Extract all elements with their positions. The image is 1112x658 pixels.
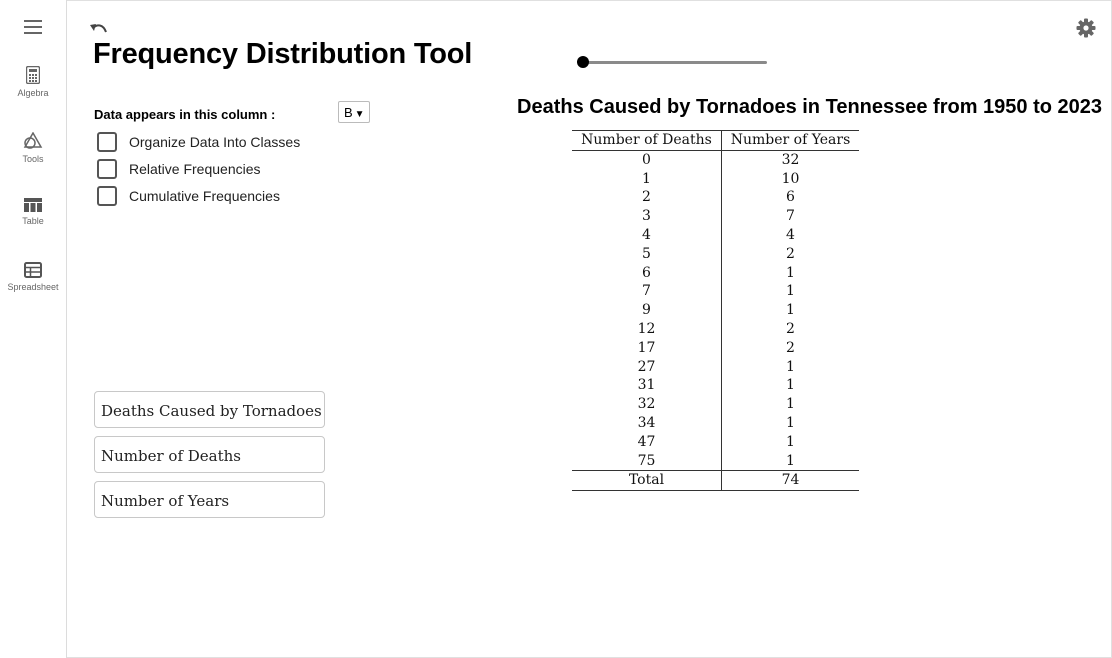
- table-row: [572, 264, 859, 283]
- years-cell: 1: [722, 395, 860, 414]
- years-cell: 1: [722, 358, 860, 377]
- years-cell: 2: [722, 339, 860, 358]
- graph-title: Deaths Caused by Tornadoes in Tennessee from 1950 to 2023: [517, 96, 1103, 118]
- table-row: [572, 452, 859, 471]
- table-icon: [24, 198, 42, 212]
- column-label: Data appears in this column :: [94, 107, 276, 122]
- deaths-cell: 12: [637, 320, 656, 337]
- table-row: [572, 358, 859, 377]
- deaths-cell: 3: [642, 208, 651, 225]
- table-body: [572, 150, 859, 471]
- menu-icon[interactable]: [24, 20, 42, 34]
- table-row: [572, 245, 859, 264]
- sidebar-item-label: Table: [22, 216, 44, 226]
- deaths-cell: 47: [637, 433, 656, 450]
- x-label-input[interactable]: Number of Deaths: [94, 436, 325, 473]
- sidebar-item-label: Tools: [22, 154, 44, 164]
- sidebar-item-algebra[interactable]: [0, 66, 66, 98]
- slider-track: [583, 61, 767, 64]
- deaths-cell: 17: [637, 339, 656, 356]
- years-cell: 7: [722, 207, 860, 226]
- total-label: Total: [572, 471, 722, 491]
- deaths-cell: 0: [642, 151, 651, 168]
- checkbox-label: Relative Frequencies: [129, 161, 261, 177]
- years-cell: 2: [722, 245, 860, 264]
- total-row: [572, 471, 859, 491]
- deaths-cell: 75: [637, 452, 656, 469]
- table-row: [572, 395, 859, 414]
- years-cell: 1: [722, 452, 860, 471]
- column-header: Number of Years: [722, 131, 860, 151]
- years-cell: 2: [722, 320, 860, 339]
- table-row: [572, 433, 859, 452]
- table-row: [572, 320, 859, 339]
- years-cell: 6: [722, 188, 860, 207]
- total-value: 74: [722, 471, 860, 491]
- years-cell: 1: [722, 264, 860, 283]
- checkbox-box[interactable]: [97, 159, 117, 179]
- relative-frequencies-checkbox[interactable]: [97, 157, 261, 181]
- years-cell: 1: [722, 376, 860, 395]
- checkbox-label: Cumulative Frequencies: [129, 188, 280, 204]
- years-cell: 10: [722, 170, 860, 189]
- table-row: [572, 301, 859, 320]
- years-cell: 1: [722, 282, 860, 301]
- title-input[interactable]: Deaths Caused by Tornadoes: [94, 391, 325, 428]
- table-row: [572, 188, 859, 207]
- checkbox-box[interactable]: [97, 132, 117, 152]
- deaths-cell: 7: [642, 283, 651, 300]
- table-row: [572, 226, 859, 245]
- column-select[interactable]: [338, 101, 370, 123]
- table-row: [572, 207, 859, 226]
- column-select-value: B: [344, 105, 353, 120]
- deaths-cell: 34: [637, 414, 656, 431]
- sidebar: [0, 0, 67, 658]
- years-cell: 1: [722, 433, 860, 452]
- gear-icon: [1076, 18, 1096, 38]
- organize-classes-checkbox[interactable]: [97, 130, 300, 154]
- table-row: [572, 414, 859, 433]
- chevron-down-icon: ▼: [354, 109, 365, 120]
- page-title: Frequency Distribution Tool: [93, 38, 473, 70]
- table-row: [572, 376, 859, 395]
- years-cell: 4: [722, 226, 860, 245]
- checkbox-label: Organize Data Into Classes: [129, 134, 301, 150]
- deaths-cell: 2: [642, 189, 651, 206]
- column-header: Number of Deaths: [572, 131, 722, 151]
- y-label-input[interactable]: Number of Years: [94, 481, 325, 518]
- cumulative-frequencies-checkbox[interactable]: [97, 184, 280, 208]
- deaths-cell: 32: [637, 396, 656, 413]
- sidebar-item-tools[interactable]: [0, 132, 66, 164]
- calculator-icon: [26, 66, 40, 84]
- deaths-cell: 31: [637, 377, 656, 394]
- deaths-cell: 27: [637, 358, 656, 375]
- years-cell: 1: [722, 414, 860, 433]
- sidebar-item-table[interactable]: [0, 198, 66, 226]
- sidebar-item-label: Spreadsheet: [7, 282, 59, 292]
- table-header-row: [572, 131, 859, 151]
- deaths-cell: 1: [642, 170, 651, 187]
- years-cell: 32: [722, 150, 860, 169]
- deaths-cell: 4: [642, 226, 651, 243]
- slider[interactable]: [577, 55, 769, 71]
- table-row: [572, 339, 859, 358]
- table-row: [572, 170, 859, 189]
- tools-icon: [23, 132, 43, 150]
- table-row: [572, 282, 859, 301]
- deaths-cell: 5: [642, 245, 651, 262]
- deaths-cell: 6: [642, 264, 651, 281]
- slider-handle[interactable]: [577, 56, 589, 68]
- undo-icon: [90, 23, 108, 35]
- sidebar-item-label: Algebra: [17, 88, 49, 98]
- deaths-cell: 9: [642, 302, 651, 319]
- frequency-table: [572, 130, 859, 491]
- years-cell: 1: [722, 301, 860, 320]
- table-row: [572, 150, 859, 169]
- sidebar-item-spreadsheet[interactable]: [0, 262, 66, 292]
- settings-button[interactable]: [1076, 18, 1096, 43]
- spreadsheet-icon: [24, 262, 42, 278]
- checkbox-box[interactable]: [97, 186, 117, 206]
